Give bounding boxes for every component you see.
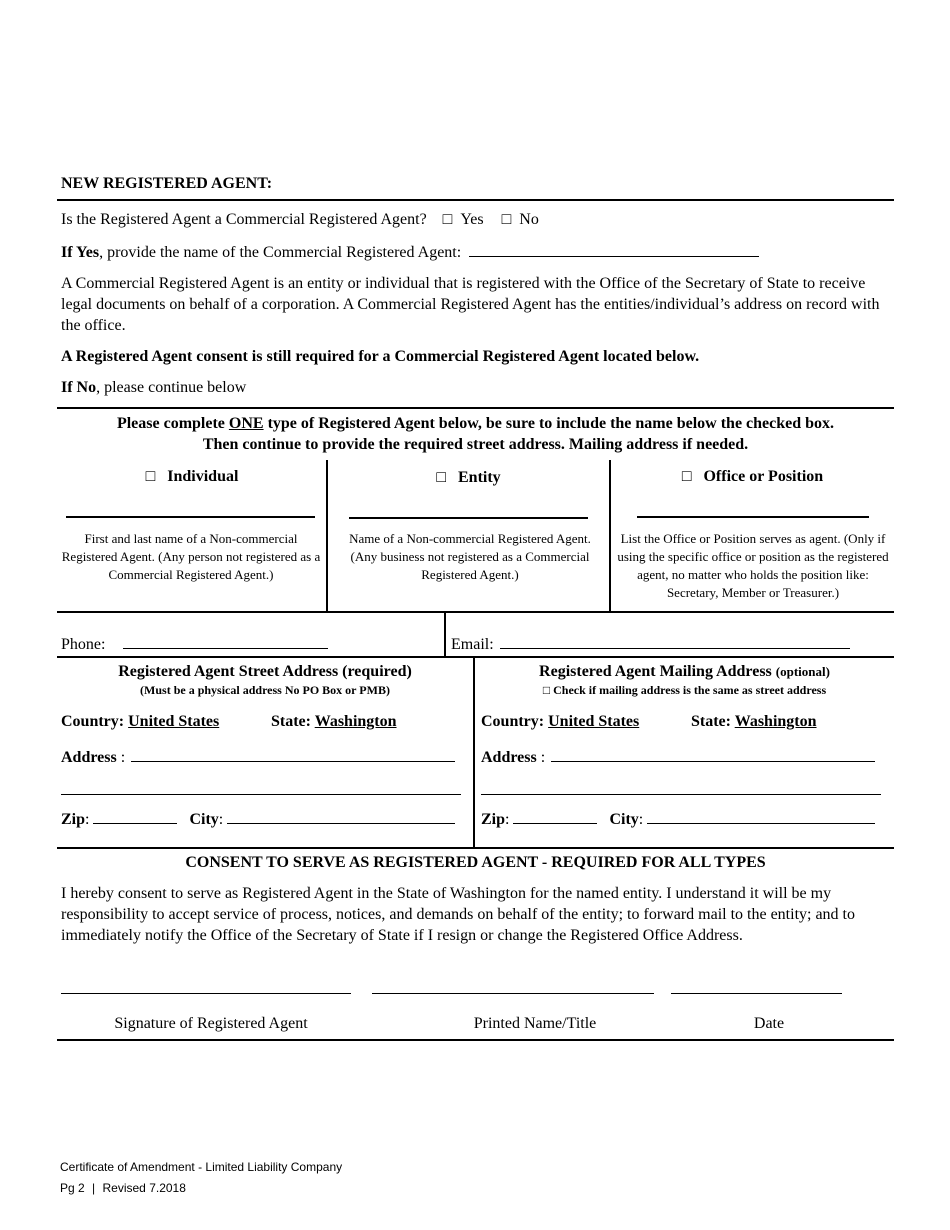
- no-label: No: [519, 211, 539, 228]
- street-state-value[interactable]: Washington: [314, 713, 397, 730]
- street-zip-field[interactable]: [93, 809, 177, 824]
- street-zip-label: Zip: [61, 811, 86, 828]
- street-address-subtitle: (Must be a physical address No PO Box or PMB): [140, 683, 390, 697]
- if-no-row: [61, 377, 246, 398]
- instructions-part2: type of Registered Agent below, be sure to include the name below the checked box.: [263, 415, 835, 432]
- street-address-title: Registered Agent Street Address (required): [118, 663, 412, 680]
- email-row: [451, 634, 850, 655]
- mailing-state-value[interactable]: Washington: [734, 713, 817, 730]
- street-state-row: State: Washington: [271, 713, 397, 730]
- mailing-address-header: [475, 662, 894, 682]
- date-field[interactable]: [671, 993, 842, 994]
- if-yes-row: [61, 242, 759, 263]
- footer-doc-title: Certificate of Amendment - Limited Liability Company: [60, 1160, 343, 1174]
- mailing-address-label: Address: [481, 749, 537, 766]
- printed-name-label: Printed Name/Title: [473, 1015, 597, 1032]
- mailing-state-row: State: Washington: [691, 713, 817, 730]
- column-divider: [444, 613, 446, 658]
- commercial-question: Is the Registered Agent a Commercial Registered Agent?: [61, 211, 427, 228]
- street-state-label: State: [271, 713, 306, 730]
- divider: [57, 1039, 894, 1041]
- mailing-address-line2-field[interactable]: [481, 794, 881, 795]
- street-country-value[interactable]: United States: [128, 713, 220, 730]
- yes-checkbox[interactable]: □: [442, 211, 453, 228]
- consent-note: A Registered Agent consent is still required for a Commercial Registered Agent located below.: [61, 348, 700, 365]
- agent-type-office: [611, 468, 894, 486]
- office-description: List the Office or Position serves as agent. (Only if using the specific office or position as the registered agent, no matter who holds the position like: Secretary, Member or Treasurer.): [617, 531, 889, 600]
- phone-row: [61, 634, 328, 655]
- mailing-address-optional: (optional): [775, 664, 830, 679]
- if-yes-label: If Yes: [61, 244, 100, 261]
- mailing-zip-city-row: Zip: City:: [481, 809, 875, 830]
- signature-field[interactable]: [61, 993, 351, 994]
- phone-field[interactable]: [123, 634, 328, 649]
- email-field[interactable]: [500, 634, 850, 649]
- mailing-zip-label: Zip: [481, 811, 506, 828]
- mailing-zip-field[interactable]: [513, 809, 597, 824]
- footer-separator: |: [92, 1181, 96, 1195]
- entity-label: Entity: [458, 469, 501, 486]
- street-zip-city-row: Zip: City:: [61, 809, 455, 830]
- mailing-state-label: State: [691, 713, 726, 730]
- mailing-country-row: Country: United States: [481, 713, 640, 730]
- mailing-country-value[interactable]: United States: [548, 713, 640, 730]
- printed-name-field[interactable]: [372, 993, 654, 994]
- office-label: Office or Position: [703, 468, 824, 485]
- street-address-line2-field[interactable]: [61, 794, 461, 795]
- divider: [57, 407, 894, 409]
- if-no-label: If No: [61, 379, 97, 396]
- commercial-agent-name-field[interactable]: [469, 242, 759, 257]
- entity-description: Name of a Non-commercial Registered Agent. (Any business not registered as a Commercial Registered Agent.): [349, 531, 591, 582]
- street-address-row: Address :: [61, 747, 455, 768]
- instructions-part1: Please complete: [116, 415, 229, 432]
- individual-name-field[interactable]: [66, 516, 315, 518]
- divider: [57, 847, 894, 849]
- mailing-address-field[interactable]: [551, 747, 875, 762]
- mailing-address-title: Registered Agent Mailing Address: [539, 663, 772, 680]
- footer-revision: Revised 7.2018: [102, 1181, 186, 1195]
- office-name-field[interactable]: [637, 516, 869, 518]
- street-address-field[interactable]: [131, 747, 455, 762]
- mailing-city-field[interactable]: [647, 809, 875, 824]
- mailing-same-label: Check if mailing address is the same as street address: [553, 683, 827, 697]
- no-checkbox[interactable]: □: [501, 211, 512, 228]
- mailing-city-label: City: [609, 811, 639, 828]
- consent-title: CONSENT TO SERVE AS REGISTERED AGENT - REQUIRED FOR ALL TYPES: [185, 854, 766, 871]
- phone-label: Phone:: [61, 636, 106, 653]
- instructions: [57, 413, 894, 455]
- individual-checkbox[interactable]: □: [145, 468, 156, 485]
- street-country-row: Country: United States: [61, 713, 220, 730]
- yes-label: Yes: [460, 211, 484, 228]
- divider: [57, 656, 894, 658]
- office-checkbox[interactable]: □: [681, 468, 692, 485]
- instructions-line2: Then continue to provide the required street address. Mailing address if needed.: [202, 436, 749, 453]
- commercial-description: A Commercial Registered Agent is an entity or individual that is registered with the Office of the Secretary of State to receive legal documents on behalf of a corporation. A Commercial Registered Agent has the entities/individual’s address on record with the office.: [61, 275, 880, 334]
- footer-page: Pg 2: [60, 1181, 85, 1195]
- commercial-question-row: [61, 209, 539, 230]
- consent-text: I hereby consent to serve as Registered Agent in the State of Washington for the named entity. I understand it will be my responsibility to accept service of process, notices, and demands on behalf of the entity; to forward mail to the entity; and to immediately notify the Office of the Secretary of State if I resign or change the Registered Office Address.: [61, 885, 855, 944]
- street-city-label: City: [189, 811, 219, 828]
- mailing-country-label: Country: [481, 713, 539, 730]
- email-label: Email:: [451, 636, 494, 653]
- street-country-label: Country: [61, 713, 119, 730]
- street-address-label: Address: [61, 749, 117, 766]
- divider: [57, 611, 894, 613]
- signature-label: Signature of Registered Agent: [114, 1015, 308, 1032]
- footer-page-row: [60, 1181, 186, 1195]
- mailing-same-row: [475, 683, 894, 698]
- agent-type-entity: [328, 469, 609, 487]
- entity-checkbox[interactable]: □: [436, 469, 446, 486]
- street-city-field[interactable]: [227, 809, 455, 824]
- instructions-one: ONE: [228, 415, 264, 432]
- if-no-text: , please continue below: [96, 379, 247, 396]
- mailing-same-checkbox[interactable]: □: [542, 683, 551, 697]
- section-title: NEW REGISTERED AGENT:: [61, 175, 273, 192]
- if-yes-text: , provide the name of the Commercial Registered Agent:: [99, 244, 462, 261]
- individual-description: First and last name of a Non-commercial Registered Agent. (Any person not registered as a Commercial Registered Agent.): [61, 531, 321, 582]
- individual-label: Individual: [167, 468, 239, 485]
- date-label: Date: [753, 1015, 785, 1032]
- entity-name-field[interactable]: [349, 517, 588, 519]
- agent-type-individual: [57, 468, 327, 486]
- divider: [57, 199, 894, 201]
- mailing-address-row: Address :: [481, 747, 875, 768]
